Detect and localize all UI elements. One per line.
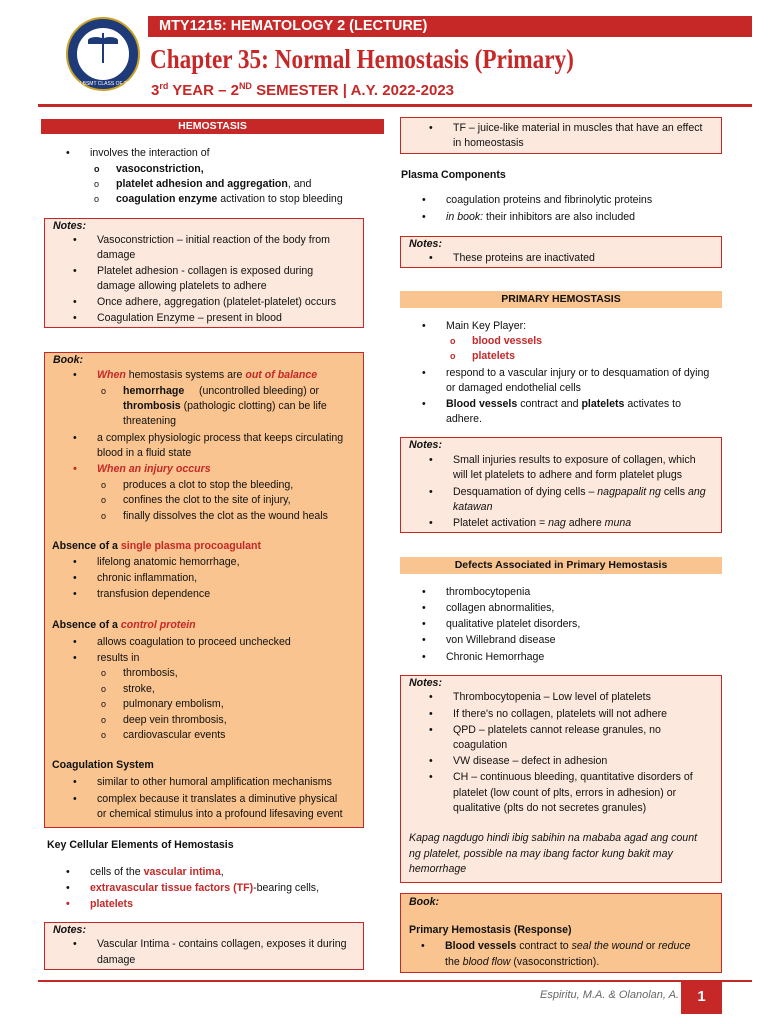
footer-divider	[38, 980, 752, 982]
book-subitem: o confines the clot to the site of injury,	[123, 494, 291, 507]
list-item: • Blood vessels contract and platelets activates to	[446, 398, 681, 411]
note-item: • Coagulation Enzyme – present in blood	[97, 312, 282, 325]
list-item: • lifelong anatomic hemorrhage,	[97, 556, 240, 569]
book-item-cont: the blood flow (vasoconstriction).	[445, 956, 600, 968]
notes-label: Notes:	[409, 677, 442, 689]
notes-label: Notes:	[53, 924, 86, 936]
plasma-components-title: Plasma Components	[401, 169, 506, 181]
note-item-cont: qualitative (plts do not secretes granules)	[453, 802, 647, 814]
list-subitem: o platelets	[472, 350, 515, 363]
authors: Espiritu, M.A. & Olanolan, A.	[540, 989, 679, 1001]
chapter-title: Chapter 35: Normal Hemostasis (Primary)	[150, 44, 574, 74]
note-item: • These proteins are inactivated	[453, 252, 595, 265]
note-item: • If there's no collagen, platelets will not adhere	[453, 708, 667, 721]
list-item: • results in	[97, 652, 139, 665]
list-item: • cells of the vascular intima,	[90, 866, 224, 879]
list-item: • Chronic Hemorrhage	[446, 651, 544, 664]
note-item: • Small injuries results to exposure of collagen, which	[453, 454, 696, 467]
note-item: • Vasoconstriction – initial reaction of the body from	[97, 234, 330, 247]
note-item: • CH – continuous bleeding, quantitative disorders of	[453, 771, 693, 784]
book-subitem-cont: thrombosis (pathologic clotting) can be life	[123, 400, 327, 412]
tf-note-box	[400, 117, 722, 154]
tagalog-note: hemorrhage	[409, 863, 467, 875]
notes-box	[44, 218, 364, 328]
note-item-cont: coagulation	[453, 739, 508, 751]
book-item: • a complex physiologic process that keeps circulating	[97, 432, 343, 445]
book-subitem: o hemorrhage (uncontrolled bleeding) or	[123, 385, 319, 398]
logo-text: PSU BSMT CLASS OF 2024	[70, 81, 136, 87]
hemostasis-header: HEMOSTASIS	[41, 119, 384, 134]
note-item: • Vascular Intima - contains collagen, exposes it during	[97, 938, 346, 951]
list-item: • coagulation proteins and fibrinolytic proteins	[446, 194, 652, 207]
tagalog-note: ng platelet, possible na may ibang factor kung bakit may	[409, 848, 673, 860]
notes-box	[400, 236, 722, 268]
note-item-cont: will let platelets to adhere and form platelet plugs	[453, 469, 683, 481]
book-item: • When an injury occurs	[97, 463, 211, 476]
book-label: Book:	[53, 354, 84, 366]
notes-label: Notes:	[409, 439, 442, 451]
note-item-cont: in homeostasis	[453, 137, 524, 149]
year-semester: 3rd YEAR – 2ND SEMESTER | A.Y. 2022-2023	[151, 81, 455, 99]
book-subitem: o produces a clot to stop the bleeding,	[123, 479, 293, 492]
book-item-cont: blood in a fluid state	[97, 447, 192, 459]
notes-label: Notes:	[409, 238, 442, 250]
book-item: • Blood vessels contract to seal the wound or reduce	[445, 940, 691, 953]
list-item: • thrombocytopenia	[446, 586, 530, 599]
note-item-cont: platelet (low count of plts, errors in adhesion) or	[453, 787, 677, 799]
notes-box	[400, 675, 722, 883]
list-subitem: o blood vessels	[472, 335, 542, 348]
intro-text: • involves the interaction of	[90, 147, 210, 160]
note-item: • Platelet adhesion - collagen is exposed during	[97, 265, 313, 278]
interaction-item: o vasoconstriction,	[116, 163, 204, 176]
list-item: • extravascular tissue factors (TF)-bearing cells,	[90, 882, 319, 895]
absence-control-title: Absence of a control protein	[52, 619, 196, 631]
note-item: • Thrombocytopenia – Low level of platelets	[453, 691, 651, 704]
book-subtitle: Primary Hemostasis (Response)	[409, 924, 572, 936]
primary-hemostasis-header: PRIMARY HEMOSTASIS	[400, 291, 722, 308]
note-item: • QPD – platelets cannot release granules, no	[453, 724, 661, 737]
list-item: • respond to a vascular injury or to desquamation of dying	[446, 367, 709, 380]
list-item: • chronic inflammation,	[97, 572, 197, 585]
note-item: • Once adhere, aggregation (platelet-platelet) occurs	[97, 296, 336, 309]
absence-procoagulant-title: Absence of a single plasma procoagulant	[52, 540, 261, 552]
book-item: • When hemostasis systems are out of balance	[97, 369, 317, 382]
list-subitem: o cardiovascular events	[123, 729, 225, 742]
tagalog-note: Kapag nagdugo hindi ibig sabihin na mababa agad ang count	[409, 832, 698, 844]
list-item-cont: adhere.	[446, 413, 482, 425]
list-subitem: o deep vein thrombosis,	[123, 714, 227, 727]
list-item: • complex because it translates a diminutive physical	[97, 793, 337, 806]
note-item: • VW disease – defect in adhesion	[453, 755, 607, 768]
defects-header: Defects Associated in Primary Hemostasis	[400, 557, 722, 574]
key-cellular-title: Key Cellular Elements of Hemostasis	[47, 839, 234, 851]
note-item-cont: damage	[97, 249, 136, 261]
book-box	[400, 893, 722, 973]
list-item-cont: or damaged endothelial cells	[446, 382, 581, 394]
note-item: • Desquamation of dying cells – nagpapalit ng cells ang	[453, 486, 706, 499]
note-item-cont: damage	[97, 954, 136, 966]
notes-box	[44, 922, 364, 970]
list-item: • von Willebrand disease	[446, 634, 556, 647]
page-number: 1	[681, 980, 722, 1014]
list-subitem: o pulmonary embolism,	[123, 698, 224, 711]
notes-label: Notes:	[53, 220, 86, 232]
list-item: • Main Key Player:	[446, 320, 526, 333]
list-subitem: o thrombosis,	[123, 667, 178, 680]
class-logo	[66, 17, 140, 91]
book-subitem: o finally dissolves the clot as the wound heals	[123, 510, 328, 523]
list-item: • platelets	[90, 898, 133, 911]
interaction-item: o coagulation enzyme activation to stop bleeding	[116, 193, 343, 206]
book-label: Book:	[409, 896, 440, 908]
list-item: • similar to other humoral amplification mechanisms	[97, 776, 332, 789]
list-item: • transfusion dependence	[97, 588, 210, 601]
header-divider	[38, 104, 752, 107]
notes-box	[400, 437, 722, 533]
note-item-cont: katawan	[453, 501, 493, 513]
note-item-cont: damage allowing platelets to adhere	[97, 280, 267, 292]
course-title: MTY1215: HEMATOLOGY 2 (LECTURE)	[159, 18, 428, 34]
list-subitem: o stroke,	[123, 683, 155, 696]
list-item-cont: or chemical stimulus into a profound lifesaving event	[97, 808, 343, 820]
list-item: • allows coagulation to proceed unchecked	[97, 636, 291, 649]
list-item: • in book: their inhibitors are also included	[446, 211, 635, 224]
course-bar	[148, 16, 752, 37]
note-item: • TF – juice-like material in muscles that have an effect	[453, 122, 702, 135]
note-item: • Platelet activation = nag adhere muna	[453, 517, 631, 530]
list-item: • qualitative platelet disorders,	[446, 618, 580, 631]
book-box	[44, 352, 364, 828]
book-subitem-cont: threatening	[123, 415, 177, 427]
interaction-item: o platelet adhesion and aggregation, and	[116, 178, 311, 191]
coagulation-system-title: Coagulation System	[52, 759, 154, 771]
list-item: • collagen abnormalities,	[446, 602, 554, 615]
